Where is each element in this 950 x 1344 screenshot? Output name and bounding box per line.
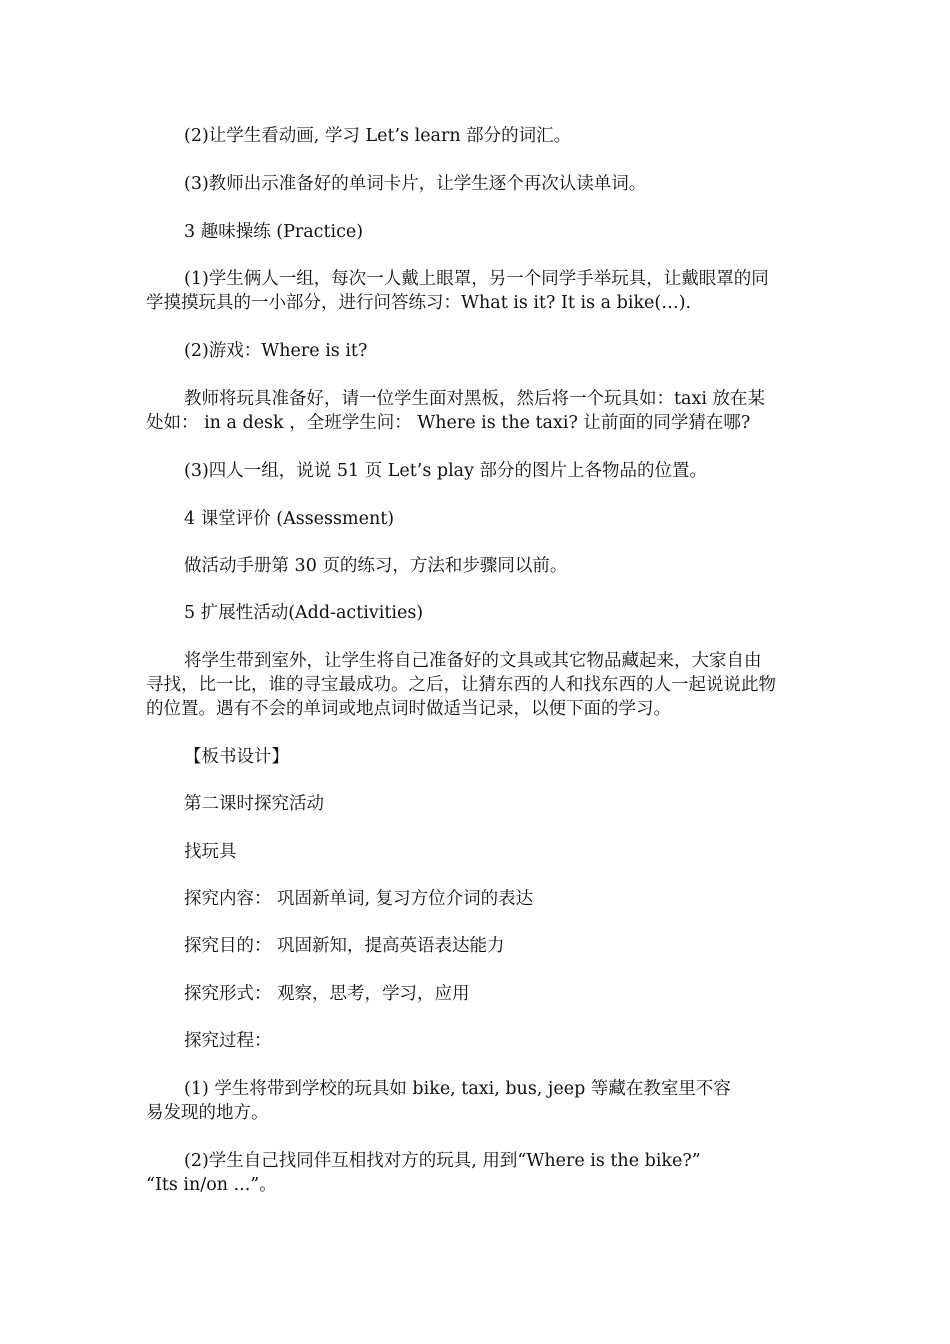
paragraph-game: (2)游戏：Where is it? — [184, 341, 368, 361]
heading-board-design: 【板书设计】 — [184, 747, 289, 767]
paragraph-watch-animation: (2)让学生看动画, 学习 Let’s learn 部分的词汇。 — [184, 126, 572, 146]
text-find-toys: 找玩具 — [184, 842, 237, 862]
paragraph-find-partner: (2)学生自己找同伴互相找对方的玩具, 用到“Where is the bike?” “Its in/on ...”。 — [146, 1151, 701, 1195]
paragraph-blindfold-game: (1)学生俩人一组，每次一人戴上眼罩，另一个同学手举玩具，让戴眼罩的同 学摸摸玩具的一小部分，进行问答练习：What is it? It is a bike(…). — [146, 269, 769, 313]
paragraph-workbook: 做活动手册第 30 页的练习，方法和步骤同以前。 — [184, 556, 568, 576]
heading-add-activities: 5 扩展性活动(Add-activities) — [184, 603, 424, 623]
text-inquiry-form: 探究形式： 观察，思考，学习，应用 — [184, 984, 470, 1004]
text-inquiry-process: 探究过程： — [184, 1031, 272, 1051]
text-inquiry-content: 探究内容： 巩固新单词, 复习方位介词的表达 — [184, 889, 534, 909]
text-inquiry-goal: 探究目的： 巩固新知，提高英语表达能力 — [184, 936, 505, 956]
paragraph-group-of-four: (3)四人一组，说说 51 页 Let’s play 部分的图片上各物品的位置。 — [184, 461, 708, 481]
heading-assessment: 4 课堂评价 (Assessment) — [184, 509, 395, 529]
paragraph-word-cards: (3)教师出示准备好的单词卡片，让学生逐个再次认读单词。 — [184, 174, 647, 194]
paragraph-teacher-toy: 教师将玩具准备好，请一位学生面对黑板，然后将一个玩具如：taxi 放在某 处如： in a desk ，全班学生问： Where is the taxi? 让前面的同学猜在哪? — [146, 389, 765, 433]
heading-inquiry-activity: 第二课时探究活动 — [184, 794, 324, 814]
heading-practice: 3 趣味操练 (Practice) — [184, 222, 364, 242]
paragraph-hide-toys: (1) 学生将带到学校的玩具如 bike, taxi, bus, jeep 等藏在教室里不容 易发现的地方。 — [146, 1079, 731, 1123]
paragraph-outdoor-hunt: 将学生带到室外，让学生将自己准备好的文具或其它物品藏起来，大家自由 寻找，比一比，谁的寻宝最成功。之后，让猜东西的人和找东西的人一起说说此物 的位置。遇有不会的单词或地点词时做适当记录，以便下面的学习。 — [146, 651, 776, 719]
